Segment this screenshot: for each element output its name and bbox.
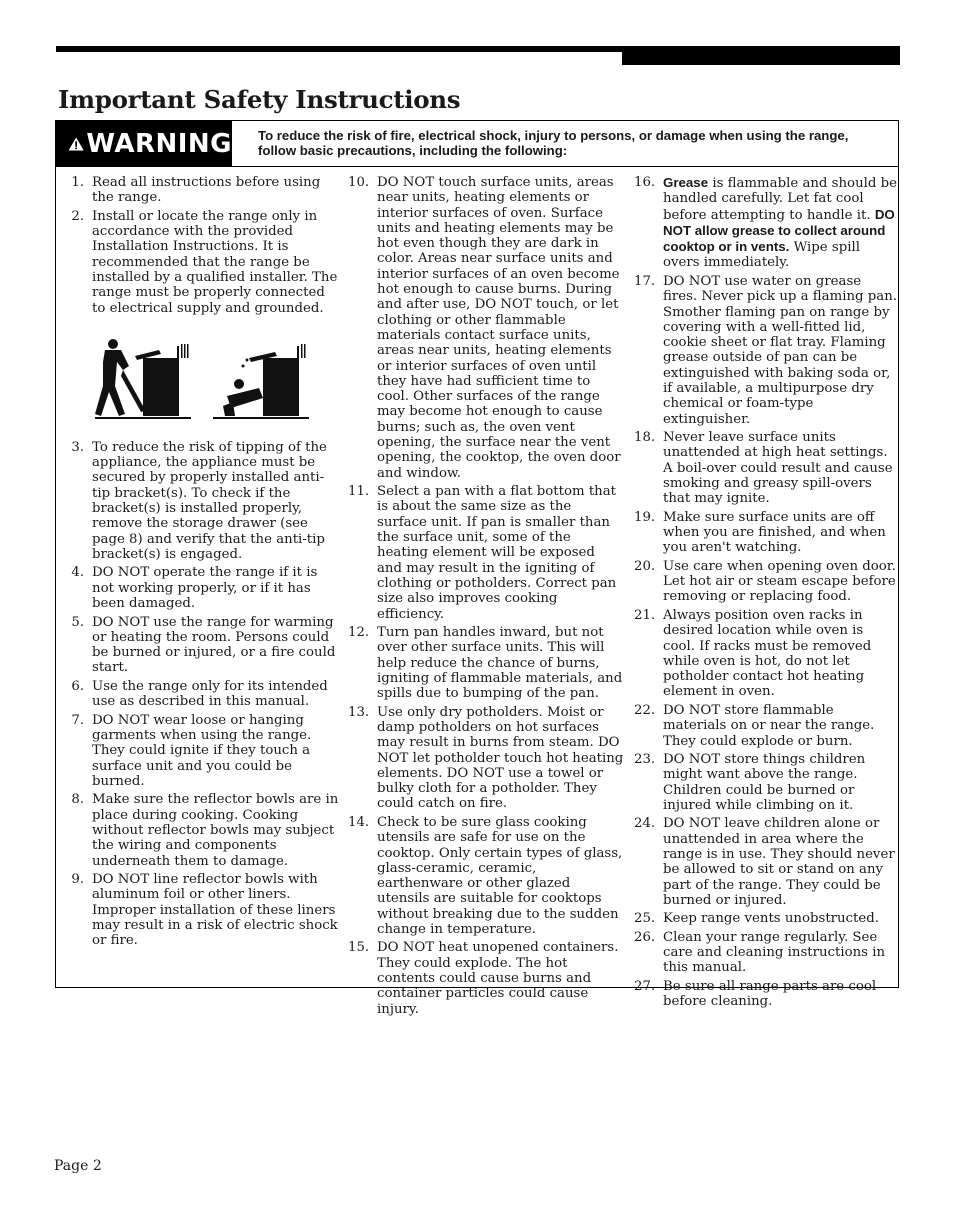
list-item: 25. Keep range vents unobstructed. [634, 911, 879, 927]
list-item: 17. DO NOT use water on grease fires. Never pick up a flaming pan. Smother flaming pan on range by covering with a well-fitted lid, cookie sheet or flat tray. Flaming grease outside of pan can be extinguished with baking soda or, if available, a multipurpose dry chemical or foam-type extinguisher. [634, 273, 897, 427]
list-item: 13. Use only dry potholders. Moist or damp potholders on hot surfaces may result in burns from steam. DO NOT let potholder touch hot heating elements. DO NOT use a towel or bulky cloth for a potholder. They could catch on fire. [348, 704, 624, 812]
list-item: 12. Turn pan handles inward, but not over other surface units. This will help reduce the chance of burns, igniting of flammable materials, and spills due to bumping of the pan. [348, 624, 623, 702]
column-1 [69, 175, 341, 952]
list-item: 22. DO NOT store flammable materials on or near the range. They could explode or burn. [634, 702, 875, 749]
list-item: 23. DO NOT store things children might want above the range. Children could be burned or injured while climbing on it. [634, 752, 866, 813]
list-item: 5. DO NOT use the range for warming or heating the room. Persons could be burned or injured, or a fire could start. [71, 614, 336, 676]
list-item: 21. Always position oven racks in desired location while oven is cool. If racks must be removed while oven is hot, do not let potholder contact hot heating element in oven. [634, 607, 872, 700]
list-item: 20. Use care when opening oven door. Let hot air or steam escape before removing or replacing food. [634, 558, 896, 605]
list-item: 24. DO NOT leave children alone or unattended in area where the range is in use. They should never be allowed to sit or stand on any part of the range. They could be burned or injured. [634, 816, 895, 908]
warning-triangle-icon [68, 131, 84, 157]
list-item: 27. Be sure all range parts are cool before cleaning. [634, 978, 877, 1010]
warning-label: WARNING [86, 128, 232, 159]
list-item: 4. DO NOT operate the range if it is not working properly, or if it has been damaged. [71, 565, 318, 612]
page-number: Page 2 [54, 1158, 102, 1174]
page-title: Important Safety Instructions [58, 85, 461, 114]
warning-header [56, 121, 898, 167]
column-2 [348, 175, 624, 1020]
list-item: 3. To reduce the risk of tipping of the appliance, the appliance must be secured by properly installed anti-tip bracket(s). To check if the bracket(s) is installed properly, remove the storage drawer (see page 8) and verify that the anti-tip bracket(s) is engaged. [71, 439, 327, 562]
list-item: 19. Make sure surface units are off when you are finished, and when you aren't watching. [634, 509, 886, 556]
list-item: 8. Make sure the reflector bowls are in place during cooking. Cooking without reflector bowls may subject the wiring and components underneath them to damage. [71, 792, 339, 869]
list-item: 11. Select a pan with a flat bottom that is about the same size as the surface unit. If pan is smaller than the surface unit, some of the heating element will be exposed and may result in the igniting of clothing or potholders. Correct pan size also improves cooking efficiency. [348, 484, 617, 622]
list-item: 10. DO NOT touch surface units, areas near units, heating elements or interior surfaces of oven. Surface units and heating elements may be hot even though they are dark in color. Areas near surface units and interior surfaces of an oven become hot enough to cause burns. During and after use, DO NOT touch, or let clothing or other flammable materials contact surface units, areas near units, heating elements or interior surfaces of oven until they have had sufficient time to cool. Other surfaces of the range may become hot enough to cause burns; such as, the oven vent opening, the surface near the vent opening, the cooktop, the oven door and window. [348, 175, 621, 481]
header-tab [622, 46, 900, 65]
anti-tip-illustration [95, 336, 341, 420]
list-item: 26. Clean your range regularly. See care and cleaning instructions in this manual. [634, 929, 886, 976]
warning-badge [56, 121, 232, 166]
column-3 [634, 175, 898, 1013]
list-item: 7. DO NOT wear loose or hanging garments when using the range. They could ignite if they touch a surface unit and you could be burned. [71, 712, 312, 789]
list-item: 6. Use the range only for its intended use as described in this manual. [71, 678, 328, 710]
list-item: 2. Install or locate the range only in accordance with the provided Installation Instructions. It is recommended that the range be installed by a qualified installer. The range must be properly connected to electrical supply and grounded. [71, 208, 338, 316]
list-item: 18. Never leave surface units unattended at high heat settings. A boil-over could result and cause smoking and greasy spill-overs that may ignite. [634, 430, 893, 507]
list-item: 1. Read all instructions before using the range. [71, 175, 321, 206]
list-item: 16. Grease is flammable and should be handled carefully. Let fat cool before attempting to handle it. DO NOT allow grease to collect around cooktop or in vents. Wipe spill overs immediately. [634, 175, 897, 271]
list-item: 14. Check to be sure glass cooking utensils are safe for use on the cooktop. Only certain types of glass, glass-ceramic, ceramic, earthenware or other glazed utensils are suitable for cooktops without breaking due to the sudden change in temperature. [348, 814, 623, 937]
child-on-oven-door-icon [95, 336, 191, 420]
list-item: 9. DO NOT line reflector bowls with aluminum foil or other liners. Improper installation of these liners may result in a risk of electric shock or fire. [71, 872, 338, 949]
safety-instructions-box [55, 120, 899, 1017]
oven-tipping-icon [213, 336, 309, 420]
warning-text: To reduce the risk of fire, electrical shock, injury to persons, or damage when using the range, follow basic precautions, including the following: [258, 128, 849, 158]
list-item: 15. DO NOT heat unopened containers. They could explode. The hot contents could cause burns and container particles could cause injury. [348, 940, 619, 1017]
